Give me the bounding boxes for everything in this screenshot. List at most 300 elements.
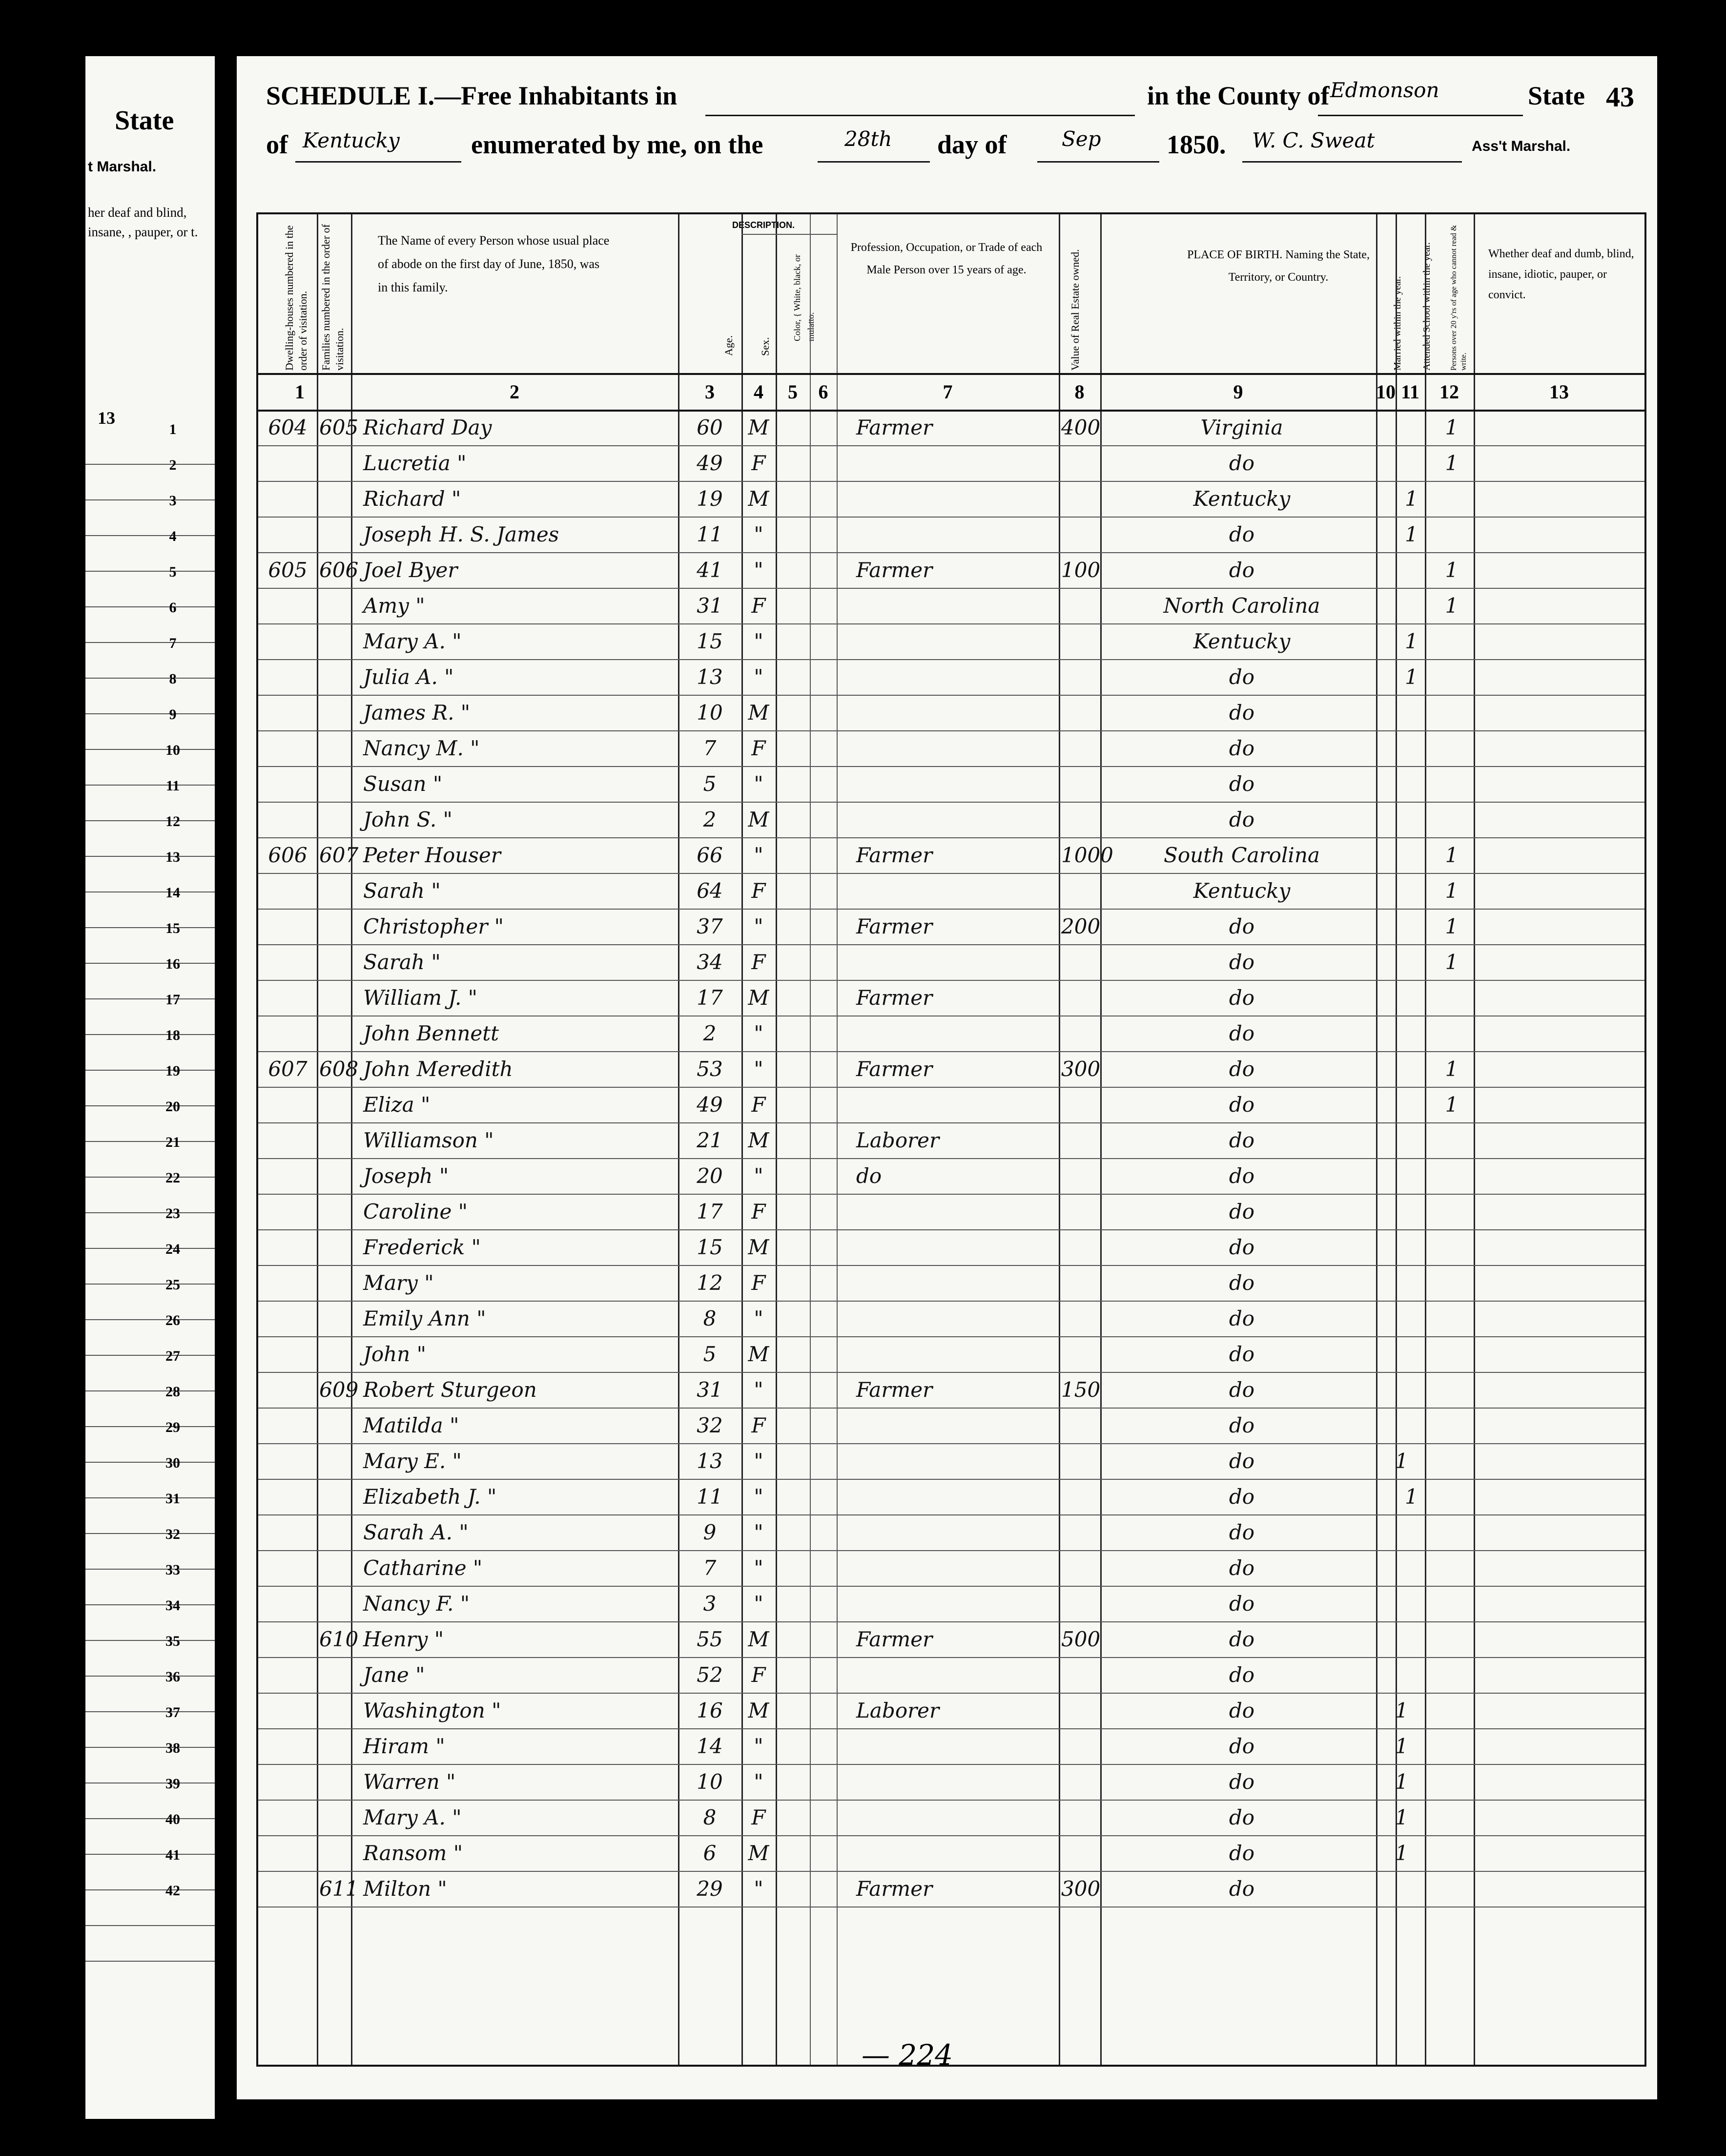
- family-number: [319, 1160, 353, 1192]
- table-row: [165, 980, 1686, 1016]
- prev-row-rule: [85, 820, 215, 821]
- row-number-right: 30: [1671, 1455, 1686, 1471]
- illiterate-mark: [1435, 1160, 1469, 1192]
- row-number-left: 28: [165, 1384, 180, 1400]
- sex: F: [751, 451, 766, 475]
- age: 55: [697, 1627, 723, 1651]
- illiterate-mark: [1435, 982, 1469, 1014]
- dwelling-number: [262, 447, 313, 479]
- schedule-title: SCHEDULE I.—Free Inhabitants in: [266, 81, 678, 110]
- family-number: 608: [319, 1057, 359, 1081]
- sex: ": [754, 1592, 763, 1616]
- table-row: [165, 1229, 1686, 1265]
- table-row: [169, 552, 1683, 588]
- illiterate-mark: [1435, 483, 1469, 515]
- state-underline: [295, 161, 461, 163]
- row-number-right: 7: [1675, 635, 1683, 651]
- row-number-right: 16: [1671, 956, 1686, 972]
- prev-row-rule: [85, 1497, 215, 1498]
- age: 31: [697, 594, 723, 618]
- previous-page-fragment: [85, 56, 215, 2119]
- birthplace: do: [1229, 1805, 1255, 1829]
- prev-row-rule: [85, 1177, 215, 1178]
- column-number: 12: [1439, 381, 1459, 403]
- sex: F: [751, 1093, 766, 1117]
- family-number: [319, 732, 353, 765]
- age: 5: [703, 772, 717, 796]
- table-row: [165, 1336, 1686, 1372]
- sex: M: [748, 1841, 769, 1865]
- col-dwelling-heading: Dwelling-houses numbered in the order of visitation.: [283, 225, 309, 371]
- prev-column-heading: her deaf and blind, insane, , pauper, or t.: [88, 205, 198, 239]
- table-row: [165, 837, 1686, 873]
- family-number: [319, 1267, 353, 1299]
- age: 21: [697, 1128, 723, 1152]
- person-name: Milton ": [363, 1877, 447, 1901]
- birthplace: do: [1229, 522, 1255, 546]
- prev-row-rule: [85, 927, 215, 928]
- row-number-left: 30: [165, 1455, 180, 1471]
- occupation: [856, 946, 1061, 978]
- school-mark: 1: [1405, 522, 1418, 546]
- real-estate-value: [1061, 518, 1100, 551]
- school-mark: 1: [1405, 487, 1418, 511]
- col-occupation-heading: Profession, Occupation, or Trade of each Male Person over 15 years of age.: [850, 241, 1043, 276]
- marshal-underline: [1242, 161, 1462, 163]
- real-estate-value: [1061, 1659, 1100, 1691]
- row-number-left: 12: [165, 813, 180, 829]
- married-mark: 1: [1395, 1449, 1408, 1473]
- school-mark: [1398, 1659, 1425, 1691]
- person-name: John S. ": [363, 808, 452, 831]
- row-number-left: 37: [165, 1704, 180, 1721]
- age: 14: [697, 1734, 723, 1758]
- row-number-left: 4: [169, 528, 177, 544]
- real-estate-value: [1061, 483, 1100, 515]
- person-name: Emily Ann ": [363, 1306, 486, 1330]
- column-number: 7: [943, 381, 953, 403]
- row-number-right: 11: [1671, 778, 1686, 794]
- col-sex-heading: Sex.: [759, 337, 771, 356]
- occupation: Farmer: [856, 558, 933, 582]
- family-number: [319, 1516, 353, 1549]
- sex: ": [754, 772, 763, 796]
- occupation: [856, 1552, 1061, 1584]
- prev-row-rule: [85, 785, 215, 786]
- family-number: [319, 1089, 353, 1121]
- table-row: [165, 1479, 1686, 1514]
- table-row: [169, 410, 1683, 445]
- sex: M: [748, 415, 769, 439]
- school-mark: [1398, 804, 1425, 836]
- row-number-left: 15: [165, 920, 180, 936]
- prev-row-rule: [85, 713, 215, 714]
- family-number: [319, 1659, 353, 1691]
- occupation: [856, 1196, 1061, 1228]
- person-name: Joseph H. S. James: [363, 522, 559, 546]
- school-mark: [1398, 590, 1425, 622]
- prev-row-rule: [85, 1569, 215, 1570]
- person-name: Mary A. ": [363, 1805, 462, 1829]
- birthplace: do: [1229, 1021, 1255, 1045]
- occupation: Laborer: [856, 1699, 940, 1722]
- dwelling-number: [262, 982, 313, 1014]
- prev-row-rule: [85, 1426, 215, 1427]
- age: 13: [697, 665, 723, 689]
- sex: ": [754, 1770, 763, 1794]
- prev-row-rule: [85, 1854, 215, 1855]
- row-number-left: 38: [165, 1740, 180, 1756]
- row-number-right: 41: [1671, 1847, 1686, 1863]
- column-number: 9: [1233, 381, 1243, 403]
- school-mark: [1398, 1338, 1425, 1370]
- occupation: [856, 768, 1061, 800]
- school-mark: [1398, 1623, 1425, 1656]
- person-name: Elizabeth J. ": [363, 1485, 497, 1509]
- birthplace: do: [1229, 1663, 1255, 1687]
- person-name: Susan ": [363, 772, 443, 796]
- prev-row-rule: [85, 1284, 215, 1285]
- dwelling-number: [262, 1267, 313, 1299]
- sex: ": [754, 1057, 763, 1081]
- real-estate-value: [1061, 1445, 1100, 1477]
- age: 49: [697, 1093, 723, 1117]
- row-number-right: 22: [1671, 1170, 1686, 1186]
- birthplace: do: [1229, 1627, 1255, 1651]
- age: 17: [697, 986, 723, 1010]
- row-number-left: 21: [165, 1134, 180, 1150]
- table-row: [169, 445, 1683, 481]
- county-underline: [1318, 115, 1523, 116]
- real-estate-value: [1061, 1089, 1100, 1121]
- age: 5: [703, 1342, 717, 1366]
- sex: F: [751, 1413, 766, 1437]
- person-name: Sarah ": [363, 879, 441, 903]
- occupation: [856, 447, 1061, 479]
- illiterate-mark: 1: [1445, 594, 1459, 618]
- real-estate-value: [1061, 1124, 1100, 1157]
- birthplace: do: [1229, 1200, 1255, 1223]
- sex: ": [754, 1306, 763, 1330]
- person-name: John ": [363, 1342, 426, 1366]
- birthplace: South Carolina: [1164, 843, 1320, 867]
- column-number: 10: [1376, 381, 1396, 403]
- real-estate-value: [1061, 1766, 1100, 1798]
- school-mark: [1398, 1695, 1425, 1727]
- sex: ": [754, 1520, 763, 1544]
- illiterate-mark: [1435, 1017, 1469, 1050]
- married-mark: 1: [1395, 1699, 1408, 1722]
- birthplace: do: [1229, 1057, 1255, 1081]
- col-married-heading: Married within the year.: [1392, 276, 1403, 371]
- table-row: [169, 588, 1683, 623]
- number-row-rule: [258, 373, 1644, 375]
- row-number-left: 42: [165, 1883, 180, 1899]
- dwelling-number: [262, 911, 313, 943]
- dwelling-number: [262, 1659, 313, 1691]
- person-name: Mary E. ": [363, 1449, 462, 1473]
- birthplace: do: [1229, 1592, 1255, 1616]
- sex: F: [751, 1200, 766, 1223]
- family-number: [319, 483, 353, 515]
- illiterate-mark: [1435, 1588, 1469, 1620]
- illiterate-mark: [1435, 625, 1469, 658]
- county-value: Edmonson: [1330, 78, 1439, 102]
- school-mark: [1398, 911, 1425, 943]
- real-estate-value: [1061, 447, 1100, 479]
- family-number: [319, 911, 353, 943]
- occupation: [856, 518, 1061, 551]
- table-row: [169, 517, 1683, 552]
- family-number: 609: [319, 1378, 359, 1402]
- illiterate-mark: 1: [1445, 950, 1459, 974]
- married-mark: 1: [1395, 1805, 1408, 1829]
- age: 16: [697, 1699, 723, 1722]
- dwelling-number: 604: [268, 415, 308, 439]
- tally-note: — 224: [862, 2038, 953, 2072]
- illiterate-mark: 1: [1445, 415, 1459, 439]
- row-number-left: 2: [169, 457, 177, 473]
- school-mark: [1398, 1588, 1425, 1620]
- dwelling-number: [262, 1766, 313, 1798]
- sex: ": [754, 1449, 763, 1473]
- person-name: Sarah ": [363, 950, 441, 974]
- birthplace: do: [1229, 1342, 1255, 1366]
- real-estate-value: [1061, 1231, 1100, 1264]
- table-row: [169, 659, 1683, 695]
- prev-row-rule: [85, 856, 215, 857]
- person-name: Williamson ": [363, 1128, 494, 1152]
- illiterate-mark: [1435, 1303, 1469, 1335]
- age: 2: [703, 1021, 717, 1045]
- birthplace: Kentucky: [1193, 629, 1291, 653]
- age: 12: [697, 1271, 723, 1295]
- dwelling-number: [262, 590, 313, 622]
- real-estate-value: [1061, 1802, 1100, 1834]
- occupation: Farmer: [856, 415, 933, 439]
- birthplace: do: [1229, 665, 1255, 689]
- school-mark: [1398, 1730, 1425, 1762]
- prev-row-rule: [85, 1676, 215, 1677]
- occupation: [856, 625, 1061, 658]
- row-number-right: 29: [1671, 1419, 1686, 1435]
- birthplace: Kentucky: [1193, 487, 1291, 511]
- occupation: [856, 1410, 1061, 1442]
- row-number-right: 6: [1675, 600, 1683, 616]
- sex: ": [754, 1734, 763, 1758]
- prev-row-rule: [85, 678, 215, 679]
- age: 60: [697, 415, 723, 439]
- school-mark: [1398, 982, 1425, 1014]
- dwelling-number: [262, 1837, 313, 1869]
- illiterate-mark: [1435, 1410, 1469, 1442]
- table-row: [165, 1728, 1686, 1764]
- row-number-left: 29: [165, 1419, 180, 1435]
- birthplace: do: [1229, 1306, 1255, 1330]
- person-name: Nancy F. ": [363, 1592, 470, 1616]
- dwelling-number: [262, 1089, 313, 1121]
- age: 31: [697, 1378, 723, 1402]
- birthplace: do: [1229, 451, 1255, 475]
- row-number-right: 12: [1671, 813, 1686, 829]
- illiterate-mark: [1435, 1623, 1469, 1656]
- real-estate-value: [1061, 661, 1100, 693]
- row-number-right: 14: [1671, 885, 1686, 901]
- birthplace: do: [1229, 701, 1255, 725]
- row-number-right: 4: [1675, 528, 1683, 544]
- row-number-right: 28: [1671, 1384, 1686, 1400]
- col-illiterate-heading: Persons over 20 y'rs of age who cannot read & write.: [1450, 225, 1468, 371]
- table-row: [165, 1051, 1686, 1087]
- occupation: Farmer: [856, 1877, 933, 1901]
- age: 53: [697, 1057, 723, 1081]
- occupation: [856, 1089, 1061, 1121]
- family-number: 610: [319, 1627, 359, 1651]
- person-name: Nancy M. ": [363, 736, 480, 760]
- col-age-heading: Age.: [722, 335, 735, 356]
- sex: M: [748, 808, 769, 831]
- row-number-left: 19: [165, 1063, 180, 1079]
- illiterate-mark: 1: [1445, 451, 1459, 475]
- family-number: [319, 1445, 353, 1477]
- age: 41: [697, 558, 723, 582]
- family-number: [319, 1303, 353, 1335]
- school-mark: [1398, 1053, 1425, 1085]
- dwelling-number: [262, 732, 313, 765]
- birthplace: do: [1229, 558, 1255, 582]
- table-row: [165, 730, 1686, 766]
- school-mark: [1398, 1873, 1425, 1905]
- occupation: [856, 1017, 1061, 1050]
- school-mark: [1398, 946, 1425, 978]
- sex: M: [748, 487, 769, 511]
- sex: M: [748, 1342, 769, 1366]
- sex: ": [754, 558, 763, 582]
- illiterate-mark: [1435, 1873, 1469, 1905]
- real-estate-value: [1061, 590, 1100, 622]
- illiterate-mark: [1435, 1730, 1469, 1762]
- sex: ": [754, 1485, 763, 1509]
- school-mark: [1398, 1410, 1425, 1442]
- person-name: Henry ": [363, 1627, 444, 1651]
- dwelling-number: [262, 1445, 313, 1477]
- prev-row-rule: [85, 571, 215, 572]
- occupation: Farmer: [856, 1057, 933, 1081]
- school-mark: 1: [1405, 665, 1418, 689]
- age: 15: [697, 629, 723, 653]
- illiterate-mark: 1: [1445, 843, 1459, 867]
- birthplace: Kentucky: [1193, 879, 1291, 903]
- dwelling-number: [262, 804, 313, 836]
- illiterate-mark: [1435, 1231, 1469, 1264]
- school-mark: [1398, 1552, 1425, 1584]
- real-estate-value: [1061, 1552, 1100, 1584]
- sex: M: [748, 1627, 769, 1651]
- age: 9: [703, 1520, 717, 1544]
- real-estate-value: [1061, 1303, 1100, 1335]
- table-row: [165, 1087, 1686, 1122]
- birthplace: do: [1229, 950, 1255, 974]
- column-number: 2: [510, 381, 519, 403]
- person-name: Warren ": [363, 1770, 456, 1794]
- prev-row-rule: [85, 1925, 215, 1926]
- row-number-right: 17: [1671, 992, 1686, 1008]
- birthplace: do: [1229, 1841, 1255, 1865]
- school-mark: [1398, 875, 1425, 907]
- occupation: [856, 1231, 1061, 1264]
- dwelling-number: [262, 1338, 313, 1370]
- school-mark: [1398, 1196, 1425, 1228]
- illiterate-mark: [1435, 697, 1469, 729]
- illiterate-mark: [1435, 1516, 1469, 1549]
- school-mark: [1398, 1017, 1425, 1050]
- row-number-left: 24: [165, 1241, 180, 1257]
- year: 1850.: [1167, 130, 1226, 159]
- dwelling-number: 606: [268, 843, 308, 867]
- illiterate-mark: [1435, 1766, 1469, 1798]
- age: 11: [697, 522, 723, 546]
- age: 20: [697, 1164, 723, 1188]
- real-estate-value: [1061, 1481, 1100, 1513]
- prev-row-rule: [85, 606, 215, 607]
- occupation: [856, 1516, 1061, 1549]
- marshal-label: Ass't Marshal.: [1472, 138, 1571, 154]
- occupation: Farmer: [856, 843, 933, 867]
- table-row: [165, 1408, 1686, 1443]
- row-number-left: 35: [165, 1633, 180, 1649]
- sex: M: [748, 986, 769, 1010]
- row-number-right: 9: [1675, 706, 1683, 723]
- table-row: [165, 1016, 1686, 1051]
- table-row: [165, 1194, 1686, 1229]
- sex: ": [754, 1556, 763, 1580]
- illiterate-mark: [1435, 1552, 1469, 1584]
- row-number-left: 6: [169, 600, 177, 616]
- table-row: [165, 1621, 1686, 1657]
- table-row: [165, 1764, 1686, 1800]
- prev-row-rule: [85, 1711, 215, 1712]
- table-row: [165, 1372, 1686, 1408]
- school-mark: 1: [1405, 629, 1418, 653]
- real-estate-value: [1061, 1338, 1100, 1370]
- row-number-right: 31: [1671, 1491, 1686, 1507]
- birthplace: do: [1229, 1271, 1255, 1295]
- dwelling-number: [262, 697, 313, 729]
- real-estate-value: [1061, 875, 1100, 907]
- row-number-left: 23: [165, 1205, 180, 1222]
- person-name: Frederick ": [363, 1235, 481, 1259]
- real-estate-value: [1061, 625, 1100, 658]
- row-number-left: 9: [169, 706, 177, 723]
- family-number: [319, 1766, 353, 1798]
- birthplace: North Carolina: [1163, 594, 1320, 618]
- real-estate-value: [1061, 768, 1100, 800]
- family-number: 605: [319, 415, 359, 439]
- family-number: [319, 946, 353, 978]
- birthplace: do: [1229, 986, 1255, 1010]
- table-row: [169, 623, 1683, 659]
- real-estate-value: [1061, 1160, 1100, 1192]
- row-number-right: 26: [1671, 1312, 1686, 1328]
- row-number-right: 1: [1675, 421, 1683, 437]
- real-estate-value: 100: [1061, 558, 1101, 582]
- birthplace: do: [1229, 772, 1255, 796]
- person-name: Richard ": [363, 487, 461, 511]
- row-number-left: 33: [165, 1562, 180, 1578]
- family-number: [319, 1124, 353, 1157]
- age: 52: [697, 1663, 723, 1687]
- table-row: [165, 1586, 1686, 1621]
